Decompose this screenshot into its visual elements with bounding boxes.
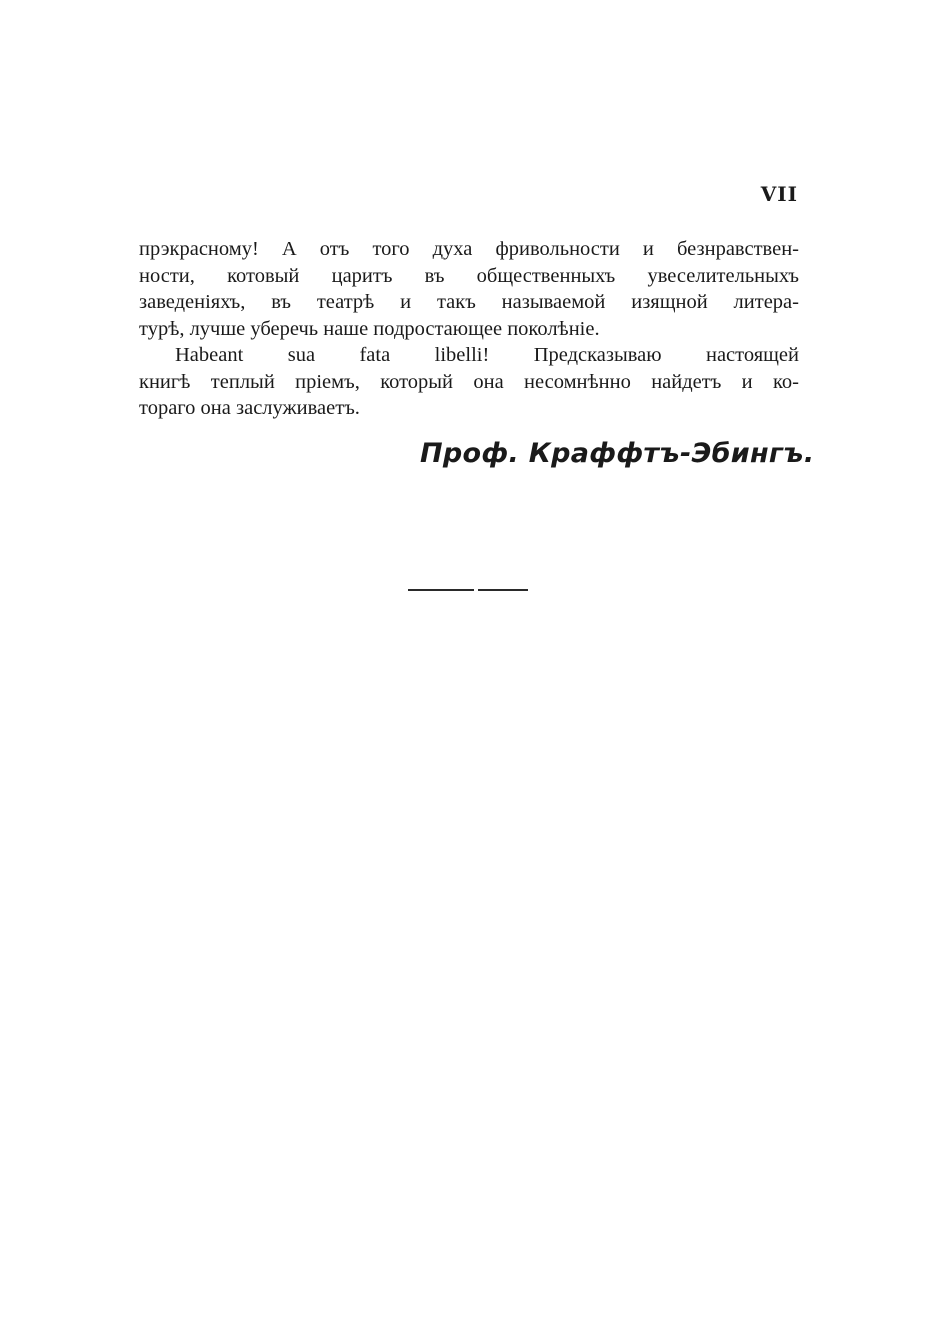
text-line: прэкрасному! А отъ того духа фривольности и безнравствен- — [139, 238, 799, 260]
divider-segment — [478, 589, 528, 591]
text-line: тораго она заслуживаетъ. — [139, 397, 360, 419]
divider-segment — [408, 589, 474, 591]
page-number: VII — [760, 182, 798, 206]
text-line: книгѣ теплый пріемъ, который она несомнѣнно найдетъ и ко- — [139, 370, 799, 393]
paragraph — [139, 236, 799, 342]
paragraph — [139, 342, 799, 422]
text-line: турѣ, лучше уберечь наше подростающее поколѣніе. — [139, 317, 600, 340]
text-line: ности, котовый царитъ въ общественныхъ увеселительныхъ — [139, 264, 799, 287]
text-line: заведеніяхъ, въ театрѣ и такъ называемой изящной литера- — [139, 291, 799, 313]
body-text — [139, 236, 799, 422]
author-signature: Проф. Краффтъ-Эбингъ. — [420, 438, 815, 469]
text-line: Habeant sua fata libelli! Предсказываю настоящей — [175, 344, 799, 366]
